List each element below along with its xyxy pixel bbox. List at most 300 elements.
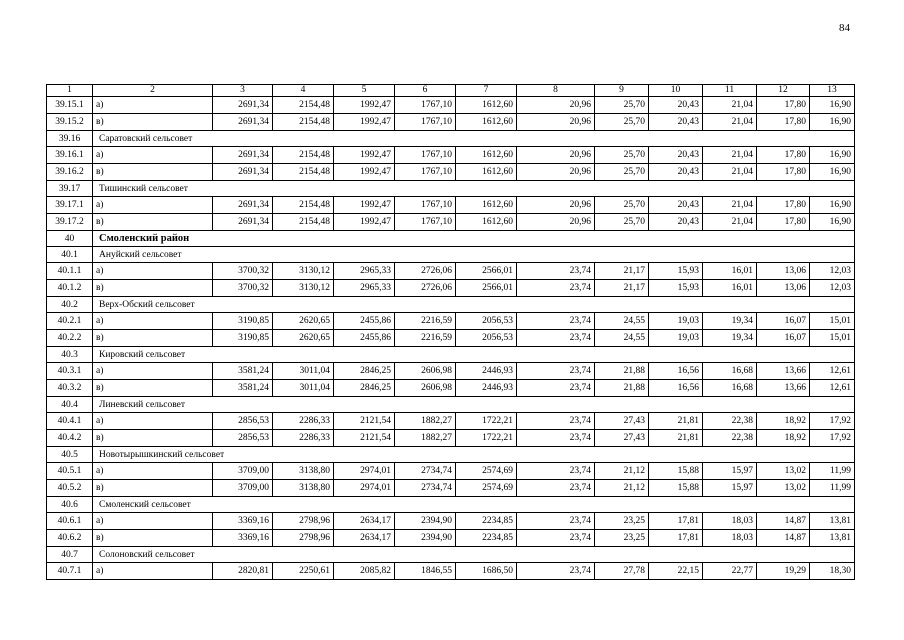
table-row <box>47 97 855 114</box>
value-cell: 2726,06 <box>395 263 456 280</box>
value-cell: 2056,53 <box>456 330 517 347</box>
value-cell: 2574,69 <box>456 463 517 480</box>
section-row <box>47 181 855 197</box>
value-cell: 21,04 <box>703 97 757 114</box>
value-cell: 3130,12 <box>273 263 334 280</box>
value-cell: 2154,48 <box>273 147 334 164</box>
value-cell: 2250,61 <box>273 563 334 580</box>
value-cell: 16,90 <box>810 214 855 231</box>
value-cell: 1612,60 <box>456 197 517 214</box>
value-cell: 1767,10 <box>395 197 456 214</box>
value-cell: 3700,32 <box>213 263 273 280</box>
row-subtype: в) <box>93 380 213 397</box>
value-cell: 2691,34 <box>213 214 273 231</box>
value-cell: 1612,60 <box>456 164 517 181</box>
value-cell: 19,03 <box>649 330 703 347</box>
value-cell: 23,74 <box>517 530 595 547</box>
value-cell: 1767,10 <box>395 147 456 164</box>
row-code: 40.7.1 <box>47 563 93 580</box>
column-number-header: 12 <box>757 85 810 97</box>
table-row <box>47 413 855 430</box>
value-cell: 2856,53 <box>213 430 273 447</box>
row-code: 39.17 <box>47 181 93 197</box>
table-row <box>47 263 855 280</box>
value-cell: 21,12 <box>595 480 649 497</box>
value-cell: 20,96 <box>517 114 595 131</box>
row-subtype: в) <box>93 530 213 547</box>
value-cell: 21,04 <box>703 114 757 131</box>
table-row <box>47 164 855 181</box>
value-cell: 2216,59 <box>395 330 456 347</box>
value-cell: 16,90 <box>810 147 855 164</box>
value-cell: 2846,25 <box>334 380 395 397</box>
column-number-header: 4 <box>273 85 334 97</box>
row-code: 40.1.1 <box>47 263 93 280</box>
value-cell: 13,81 <box>810 530 855 547</box>
value-cell: 2056,53 <box>456 313 517 330</box>
value-cell: 2154,48 <box>273 214 334 231</box>
column-number-header: 13 <box>810 85 855 97</box>
value-cell: 21,17 <box>595 280 649 297</box>
section-title: Саратовский сельсовет <box>93 131 855 147</box>
column-number-header: 2 <box>93 85 213 97</box>
value-cell: 27,43 <box>595 413 649 430</box>
row-subtype: в) <box>93 330 213 347</box>
table-row <box>47 563 855 580</box>
value-cell: 2846,25 <box>334 363 395 380</box>
row-subtype: а) <box>93 97 213 114</box>
section-title: Линевский сельсовет <box>93 397 855 413</box>
value-cell: 2154,48 <box>273 164 334 181</box>
value-cell: 21,04 <box>703 214 757 231</box>
value-cell: 23,74 <box>517 513 595 530</box>
row-code: 40.2.1 <box>47 313 93 330</box>
value-cell: 16,56 <box>649 363 703 380</box>
page-number: 84 <box>839 22 850 34</box>
table-row <box>47 480 855 497</box>
value-cell: 21,12 <box>595 463 649 480</box>
row-subtype: а) <box>93 263 213 280</box>
value-cell: 16,90 <box>810 197 855 214</box>
value-cell: 2121,54 <box>334 413 395 430</box>
value-cell: 2691,34 <box>213 114 273 131</box>
value-cell: 12,03 <box>810 263 855 280</box>
value-cell: 2085,82 <box>334 563 395 580</box>
value-cell: 2965,33 <box>334 280 395 297</box>
table-row <box>47 280 855 297</box>
value-cell: 23,25 <box>595 513 649 530</box>
value-cell: 3011,04 <box>273 380 334 397</box>
value-cell: 1882,27 <box>395 413 456 430</box>
row-code: 40 <box>47 231 93 247</box>
table-row <box>47 313 855 330</box>
value-cell: 3369,16 <box>213 530 273 547</box>
value-cell: 1722,21 <box>456 430 517 447</box>
value-cell: 15,88 <box>649 463 703 480</box>
value-cell: 23,74 <box>517 313 595 330</box>
value-cell: 2566,01 <box>456 263 517 280</box>
value-cell: 1767,10 <box>395 97 456 114</box>
value-cell: 2234,85 <box>456 513 517 530</box>
value-cell: 17,80 <box>757 97 810 114</box>
section-row <box>47 131 855 147</box>
row-subtype: а) <box>93 413 213 430</box>
value-cell: 2634,17 <box>334 530 395 547</box>
table-row <box>47 114 855 131</box>
table-row <box>47 330 855 347</box>
value-cell: 2121,54 <box>334 430 395 447</box>
section-title: Ануйский сельсовет <box>93 247 855 263</box>
value-cell: 17,80 <box>757 114 810 131</box>
value-cell: 25,70 <box>595 164 649 181</box>
section-row <box>47 297 855 313</box>
value-cell: 14,87 <box>757 530 810 547</box>
row-code: 39.16 <box>47 131 93 147</box>
value-cell: 2691,34 <box>213 147 273 164</box>
column-number-header: 3 <box>213 85 273 97</box>
section-row <box>47 397 855 413</box>
value-cell: 18,03 <box>703 530 757 547</box>
value-cell: 21,88 <box>595 363 649 380</box>
row-code: 39.17.1 <box>47 197 93 214</box>
table-body <box>47 85 855 580</box>
value-cell: 20,43 <box>649 164 703 181</box>
value-cell: 13,06 <box>757 263 810 280</box>
row-code: 40.1 <box>47 247 93 263</box>
row-code: 40.5.2 <box>47 480 93 497</box>
value-cell: 23,74 <box>517 480 595 497</box>
column-number-header: 7 <box>456 85 517 97</box>
value-cell: 3130,12 <box>273 280 334 297</box>
value-cell: 2734,74 <box>395 480 456 497</box>
row-code: 40.4.1 <box>47 413 93 430</box>
value-cell: 19,34 <box>703 330 757 347</box>
value-cell: 27,43 <box>595 430 649 447</box>
section-title: Кировский сельсовет <box>93 347 855 363</box>
value-cell: 20,43 <box>649 197 703 214</box>
table-row <box>47 530 855 547</box>
value-cell: 2566,01 <box>456 280 517 297</box>
value-cell: 2620,65 <box>273 330 334 347</box>
value-cell: 2234,85 <box>456 530 517 547</box>
value-cell: 20,43 <box>649 114 703 131</box>
value-cell: 13,02 <box>757 480 810 497</box>
value-cell: 13,66 <box>757 363 810 380</box>
value-cell: 18,03 <box>703 513 757 530</box>
value-cell: 25,70 <box>595 197 649 214</box>
value-cell: 17,80 <box>757 197 810 214</box>
value-cell: 18,30 <box>810 563 855 580</box>
value-cell: 2154,48 <box>273 97 334 114</box>
value-cell: 16,07 <box>757 313 810 330</box>
section-row <box>47 547 855 563</box>
value-cell: 2691,34 <box>213 97 273 114</box>
row-code: 39.16.2 <box>47 164 93 181</box>
value-cell: 1846,55 <box>395 563 456 580</box>
value-cell: 21,17 <box>595 263 649 280</box>
row-subtype: а) <box>93 197 213 214</box>
value-cell: 15,97 <box>703 463 757 480</box>
value-cell: 20,96 <box>517 214 595 231</box>
value-cell: 2798,96 <box>273 513 334 530</box>
row-subtype: в) <box>93 164 213 181</box>
value-cell: 17,92 <box>810 430 855 447</box>
value-cell: 15,93 <box>649 280 703 297</box>
value-cell: 3138,80 <box>273 480 334 497</box>
value-cell: 21,88 <box>595 380 649 397</box>
section-title: Солоновский сельсовет <box>93 547 855 563</box>
table-row <box>47 363 855 380</box>
value-cell: 21,81 <box>649 430 703 447</box>
value-cell: 17,80 <box>757 164 810 181</box>
value-cell: 2216,59 <box>395 313 456 330</box>
value-cell: 1722,21 <box>456 413 517 430</box>
row-code: 40.2 <box>47 297 93 313</box>
value-cell: 1992,47 <box>334 114 395 131</box>
value-cell: 2154,48 <box>273 197 334 214</box>
section-title: Тишинский сельсовет <box>93 181 855 197</box>
value-cell: 12,61 <box>810 363 855 380</box>
value-cell: 1767,10 <box>395 114 456 131</box>
value-cell: 1612,60 <box>456 114 517 131</box>
value-cell: 1767,10 <box>395 164 456 181</box>
value-cell: 16,68 <box>703 363 757 380</box>
value-cell: 17,92 <box>810 413 855 430</box>
value-cell: 17,80 <box>757 214 810 231</box>
value-cell: 2974,01 <box>334 480 395 497</box>
row-code: 39.15.2 <box>47 114 93 131</box>
value-cell: 2606,98 <box>395 363 456 380</box>
section-row <box>47 347 855 363</box>
row-subtype: а) <box>93 563 213 580</box>
section-title: Смоленский сельсовет <box>93 497 855 513</box>
value-cell: 15,88 <box>649 480 703 497</box>
row-code: 40.5 <box>47 447 93 463</box>
value-cell: 1767,10 <box>395 214 456 231</box>
row-subtype: а) <box>93 513 213 530</box>
value-cell: 1992,47 <box>334 147 395 164</box>
row-code: 39.15.1 <box>47 97 93 114</box>
value-cell: 2446,93 <box>456 380 517 397</box>
row-code: 40.6 <box>47 497 93 513</box>
column-number-header: 9 <box>595 85 649 97</box>
tariff-table <box>46 84 855 580</box>
value-cell: 24,55 <box>595 330 649 347</box>
value-cell: 3581,24 <box>213 363 273 380</box>
value-cell: 11,99 <box>810 463 855 480</box>
section-title: Новотырышкинский сельсовет <box>93 447 855 463</box>
value-cell: 1882,27 <box>395 430 456 447</box>
value-cell: 19,29 <box>757 563 810 580</box>
column-number-header: 6 <box>395 85 456 97</box>
value-cell: 20,96 <box>517 197 595 214</box>
section-row <box>47 447 855 463</box>
value-cell: 3011,04 <box>273 363 334 380</box>
value-cell: 22,38 <box>703 413 757 430</box>
column-number-header: 10 <box>649 85 703 97</box>
table-row <box>47 197 855 214</box>
value-cell: 2965,33 <box>334 263 395 280</box>
value-cell: 2974,01 <box>334 463 395 480</box>
value-cell: 1612,60 <box>456 214 517 231</box>
table-row <box>47 147 855 164</box>
row-code: 40.6.2 <box>47 530 93 547</box>
value-cell: 16,68 <box>703 380 757 397</box>
value-cell: 1612,60 <box>456 147 517 164</box>
row-subtype: в) <box>93 280 213 297</box>
value-cell: 1992,47 <box>334 97 395 114</box>
value-cell: 16,01 <box>703 280 757 297</box>
value-cell: 23,74 <box>517 363 595 380</box>
value-cell: 3581,24 <box>213 380 273 397</box>
value-cell: 12,03 <box>810 280 855 297</box>
value-cell: 24,55 <box>595 313 649 330</box>
district-title: Смоленский район <box>93 231 855 247</box>
value-cell: 1612,60 <box>456 97 517 114</box>
value-cell: 2634,17 <box>334 513 395 530</box>
value-cell: 2286,33 <box>273 430 334 447</box>
value-cell: 12,61 <box>810 380 855 397</box>
row-subtype: а) <box>93 363 213 380</box>
value-cell: 3369,16 <box>213 513 273 530</box>
value-cell: 17,81 <box>649 513 703 530</box>
value-cell: 23,74 <box>517 263 595 280</box>
value-cell: 25,70 <box>595 114 649 131</box>
value-cell: 2394,90 <box>395 530 456 547</box>
value-cell: 25,70 <box>595 214 649 231</box>
table-row <box>47 513 855 530</box>
value-cell: 20,43 <box>649 97 703 114</box>
value-cell: 2820,81 <box>213 563 273 580</box>
row-code: 40.1.2 <box>47 280 93 297</box>
value-cell: 15,93 <box>649 263 703 280</box>
row-code: 40.4 <box>47 397 93 413</box>
value-cell: 2455,86 <box>334 313 395 330</box>
row-code: 40.3.1 <box>47 363 93 380</box>
value-cell: 20,43 <box>649 147 703 164</box>
value-cell: 16,90 <box>810 114 855 131</box>
value-cell: 18,92 <box>757 430 810 447</box>
table-row <box>47 463 855 480</box>
value-cell: 2394,90 <box>395 513 456 530</box>
value-cell: 13,06 <box>757 280 810 297</box>
value-cell: 19,34 <box>703 313 757 330</box>
value-cell: 2446,93 <box>456 363 517 380</box>
value-cell: 16,56 <box>649 380 703 397</box>
value-cell: 2455,86 <box>334 330 395 347</box>
value-cell: 1992,47 <box>334 164 395 181</box>
value-cell: 22,15 <box>649 563 703 580</box>
column-number-header: 8 <box>517 85 595 97</box>
row-code: 39.17.2 <box>47 214 93 231</box>
value-cell: 19,03 <box>649 313 703 330</box>
row-code: 40.3 <box>47 347 93 363</box>
value-cell: 16,07 <box>757 330 810 347</box>
column-number-header: 1 <box>47 85 93 97</box>
table-row <box>47 380 855 397</box>
value-cell: 13,02 <box>757 463 810 480</box>
value-cell: 1686,50 <box>456 563 517 580</box>
value-cell: 21,81 <box>649 413 703 430</box>
value-cell: 23,74 <box>517 413 595 430</box>
value-cell: 21,04 <box>703 197 757 214</box>
value-cell: 2606,98 <box>395 380 456 397</box>
value-cell: 3190,85 <box>213 330 273 347</box>
value-cell: 27,78 <box>595 563 649 580</box>
section-row <box>47 497 855 513</box>
row-subtype: в) <box>93 430 213 447</box>
value-cell: 16,90 <box>810 97 855 114</box>
row-code: 40.4.2 <box>47 430 93 447</box>
row-subtype: в) <box>93 114 213 131</box>
value-cell: 16,01 <box>703 263 757 280</box>
row-subtype: а) <box>93 463 213 480</box>
district-row <box>47 231 855 247</box>
value-cell: 3709,00 <box>213 480 273 497</box>
value-cell: 23,25 <box>595 530 649 547</box>
value-cell: 16,90 <box>810 164 855 181</box>
value-cell: 2286,33 <box>273 413 334 430</box>
value-cell: 15,97 <box>703 480 757 497</box>
value-cell: 11,99 <box>810 480 855 497</box>
value-cell: 23,74 <box>517 380 595 397</box>
value-cell: 25,70 <box>595 97 649 114</box>
value-cell: 15,01 <box>810 313 855 330</box>
header-row <box>47 85 855 97</box>
value-cell: 15,01 <box>810 330 855 347</box>
table-row <box>47 214 855 231</box>
table-row <box>47 430 855 447</box>
value-cell: 2574,69 <box>456 480 517 497</box>
value-cell: 3190,85 <box>213 313 273 330</box>
value-cell: 17,80 <box>757 147 810 164</box>
value-cell: 23,74 <box>517 330 595 347</box>
value-cell: 23,74 <box>517 280 595 297</box>
section-row <box>47 247 855 263</box>
row-code: 39.16.1 <box>47 147 93 164</box>
value-cell: 23,74 <box>517 430 595 447</box>
value-cell: 22,77 <box>703 563 757 580</box>
value-cell: 14,87 <box>757 513 810 530</box>
section-title: Верх-Обский сельсовет <box>93 297 855 313</box>
value-cell: 17,81 <box>649 530 703 547</box>
row-subtype: а) <box>93 147 213 164</box>
value-cell: 2154,48 <box>273 114 334 131</box>
column-number-header: 5 <box>334 85 395 97</box>
value-cell: 1992,47 <box>334 197 395 214</box>
row-subtype: в) <box>93 214 213 231</box>
row-code: 40.6.1 <box>47 513 93 530</box>
value-cell: 20,43 <box>649 214 703 231</box>
value-cell: 20,96 <box>517 147 595 164</box>
value-cell: 2798,96 <box>273 530 334 547</box>
value-cell: 3700,32 <box>213 280 273 297</box>
row-code: 40.3.2 <box>47 380 93 397</box>
value-cell: 2726,06 <box>395 280 456 297</box>
value-cell: 22,38 <box>703 430 757 447</box>
row-subtype: в) <box>93 480 213 497</box>
value-cell: 3709,00 <box>213 463 273 480</box>
value-cell: 25,70 <box>595 147 649 164</box>
value-cell: 23,74 <box>517 463 595 480</box>
value-cell: 21,04 <box>703 147 757 164</box>
value-cell: 21,04 <box>703 164 757 181</box>
value-cell: 13,66 <box>757 380 810 397</box>
row-code: 40.2.2 <box>47 330 93 347</box>
value-cell: 2691,34 <box>213 197 273 214</box>
row-code: 40.5.1 <box>47 463 93 480</box>
value-cell: 3138,80 <box>273 463 334 480</box>
